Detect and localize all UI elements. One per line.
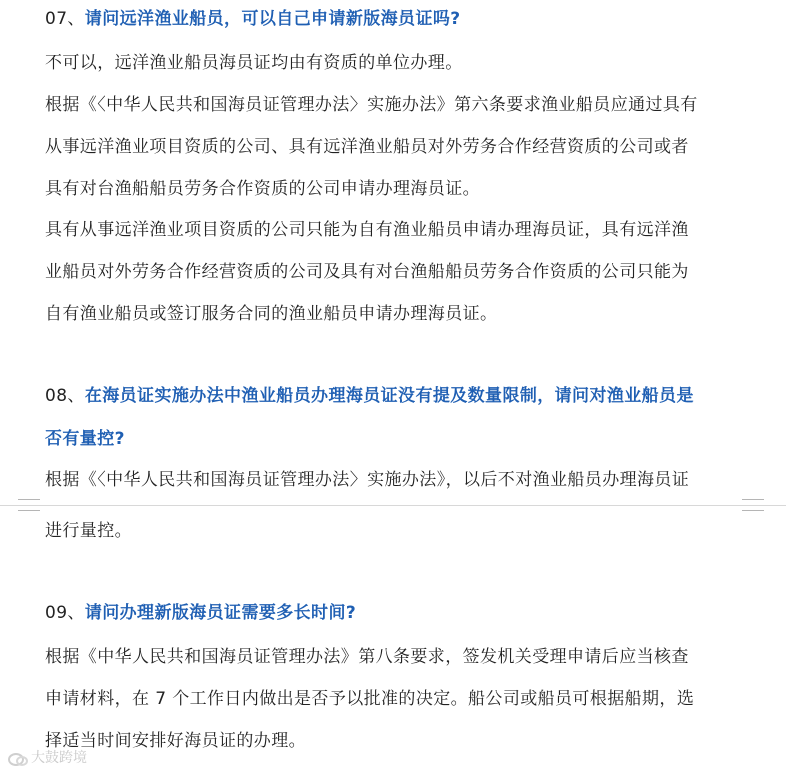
answer-line: 择适当时间安排好海员证的办理。 bbox=[45, 731, 306, 751]
page-break-right-marker bbox=[742, 499, 764, 511]
question-09 bbox=[45, 601, 356, 625]
answer-line: 进行量控。 bbox=[45, 521, 132, 541]
answer-line: 具有从事远洋渔业项目资质的公司只能为自有渔业船员申请办理海员证，具有远洋渔 bbox=[45, 220, 689, 240]
page-break-divider bbox=[0, 505, 786, 506]
answer-line: 具有对台渔船船员劳务合作资质的公司申请办理海员证。 bbox=[45, 179, 480, 199]
answer-line: 根据《〈中华人民共和国海员证管理办法〉实施办法》，以后不对渔业船员办理海员证 bbox=[45, 470, 690, 490]
answer-line: 从事远洋渔业项目资质的公司、具有远洋渔业船员对外劳务合作经营资质的公司或者 bbox=[45, 137, 689, 157]
question-number: 08、 bbox=[45, 386, 85, 406]
answer-line: 自有渔业船员或签订服务合同的渔业船员申请办理海员证。 bbox=[45, 304, 498, 324]
question-text: 请问远洋渔业船员，可以自己申请新版海员证吗? bbox=[84, 9, 461, 29]
watermark-text: 大鼓跨境 bbox=[31, 750, 87, 766]
answer-line: 不可以，远洋渔业船员海员证均由有资质的单位办理。 bbox=[45, 53, 463, 73]
question-08 bbox=[45, 384, 694, 408]
question-number: 09、 bbox=[45, 603, 85, 623]
answer-line: 业船员对外劳务合作经营资质的公司及具有对台渔船船员劳务合作资质的公司只能为 bbox=[45, 262, 689, 282]
page-break-left-marker bbox=[18, 499, 40, 511]
question-text-continued: 否有量控? bbox=[45, 429, 125, 449]
answer-line: 申请材料，在 7 个工作日内做出是否予以批准的决定。船公司或船员可根据船期，选 bbox=[45, 689, 695, 709]
question-07 bbox=[45, 7, 461, 31]
question-text: 请问办理新版海员证需要多长时间? bbox=[84, 603, 357, 623]
question-text: 在海员证实施办法中渔业船员办理海员证没有提及数量限制，请问对渔业船员是 bbox=[84, 386, 694, 406]
watermark bbox=[8, 748, 87, 768]
watermark-logo-icon bbox=[8, 751, 26, 765]
answer-line: 根据《〈中华人民共和国海员证管理办法〉实施办法》第六条要求渔业船员应通过具有 bbox=[45, 95, 698, 115]
question-number: 07、 bbox=[45, 9, 85, 29]
answer-line: 根据《中华人民共和国海员证管理办法》第八条要求，签发机关受理申请后应当核查 bbox=[45, 647, 689, 667]
